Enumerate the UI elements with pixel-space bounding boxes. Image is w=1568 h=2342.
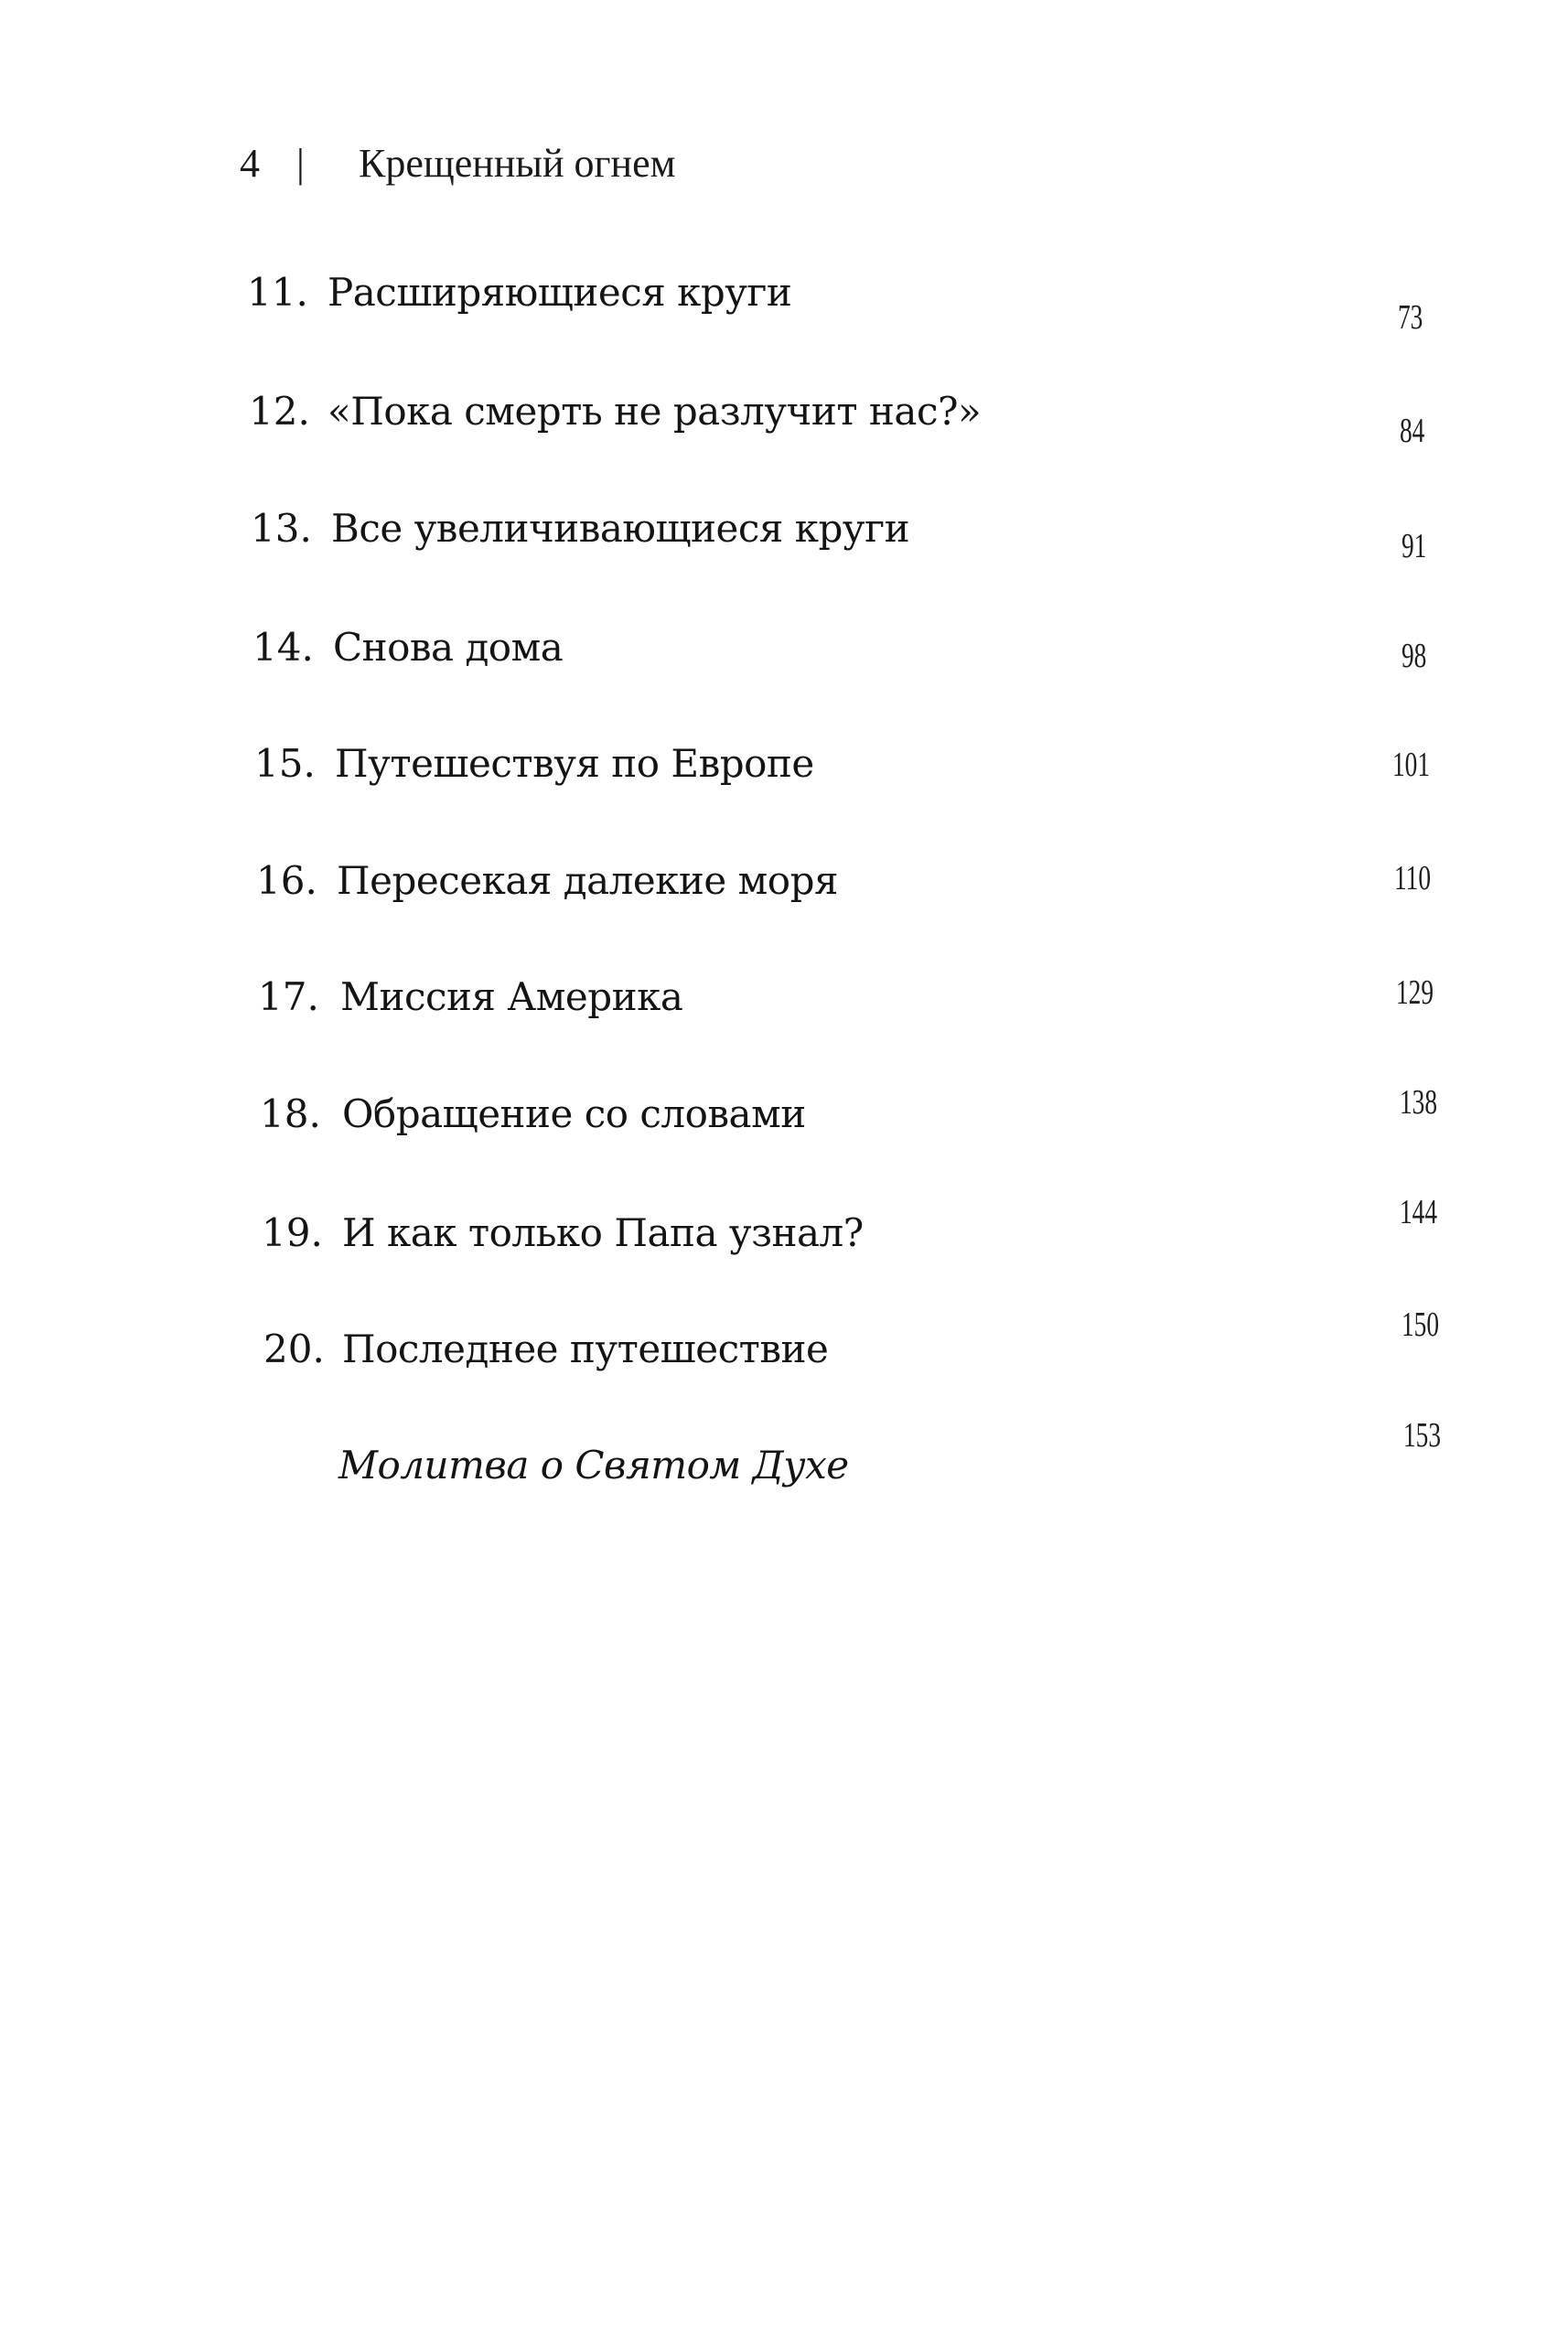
toc-entry-page: 138 xyxy=(1400,1083,1438,1122)
toc-entry-number: 20. xyxy=(263,1327,325,1371)
toc-entry-number: 11. xyxy=(247,270,308,315)
toc-entry-page: 129 xyxy=(1396,973,1434,1012)
toc-entry-page: 144 xyxy=(1400,1193,1438,1231)
toc-entry-title: Путешествуя по Европе xyxy=(335,741,814,786)
toc-entry-page: 98 xyxy=(1402,637,1427,675)
toc-entry-page: 91 xyxy=(1402,527,1427,565)
toc-entry-title: Обращение со словами xyxy=(342,1091,806,1136)
toc-entry-number: 19. xyxy=(262,1210,323,1255)
toc-entry-title: Пересекая далекие моря xyxy=(337,858,838,903)
toc-entry-number: 13. xyxy=(251,506,312,551)
toc-entry-title: Миссия Америка xyxy=(340,974,683,1019)
toc-entry-page: 101 xyxy=(1392,746,1431,784)
toc-entry-number: 12. xyxy=(249,389,310,434)
toc-entry-number: 17. xyxy=(258,974,319,1019)
toc-entry-title: «Пока смерть не разлучит нас?» xyxy=(328,389,982,434)
toc-entry-number: 15. xyxy=(254,741,316,786)
toc-entry-page: 84 xyxy=(1400,412,1425,450)
book-title: Крещенный огнем xyxy=(359,140,676,186)
toc-entry-page: 150 xyxy=(1402,1305,1440,1344)
toc-entry-number: 18. xyxy=(260,1091,321,1136)
toc-entry-title: Последнее путешествие xyxy=(342,1327,829,1371)
toc-entry-title: Расширяющиеся круги xyxy=(328,270,792,315)
toc-entry-page: 110 xyxy=(1394,859,1432,897)
toc-entry-title: И как только Папа узнал? xyxy=(342,1210,864,1255)
toc-entry-title: Молитва о Святом Духе xyxy=(338,1443,849,1488)
header-separator: | xyxy=(296,140,305,186)
toc-entry-title: Снова дома xyxy=(333,625,564,670)
toc-entry-number: 16. xyxy=(256,858,317,903)
toc-entry-page: 73 xyxy=(1398,298,1423,337)
toc-entry-page: 153 xyxy=(1403,1416,1442,1455)
toc-entry-number: 14. xyxy=(252,625,314,670)
toc-entry-title: Все увеличивающиеся круги xyxy=(331,506,910,551)
page-number: 4 xyxy=(240,140,260,186)
